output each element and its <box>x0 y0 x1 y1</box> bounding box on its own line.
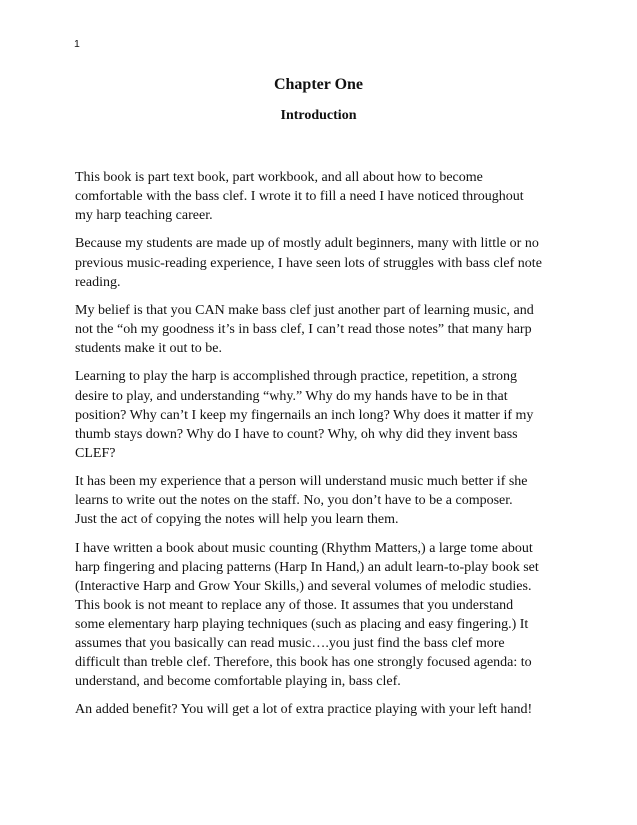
paragraph <box>75 700 560 719</box>
text-line: my harp teaching career. <box>75 208 213 224</box>
text-line: comfortable with the bass clef. I wrote it to fill a need I have noticed throughout <box>75 189 524 205</box>
paragraph <box>75 168 560 225</box>
paragraph <box>75 539 560 692</box>
text-line: I have written a book about music counting (Rhythm Matters,) a large tome about <box>75 540 533 556</box>
text-line: difficult than treble clef. Therefore, this book has one strongly focused agenda: to <box>75 655 532 671</box>
text-line: desire to play, and understanding “why.” Why do my hands have to be in that <box>75 388 508 404</box>
text-line: not the “oh my goodness it’s in bass clef, I can’t read those notes” that many harp <box>75 322 532 338</box>
body-text <box>75 168 560 729</box>
paragraph <box>75 234 560 291</box>
text-line: It has been my experience that a person will understand music much better if she <box>75 474 528 490</box>
text-line: This book is part text book, part workbook, and all about how to become <box>75 170 483 185</box>
text-line: Learning to play the harp is accomplished through practice, repetition, a strong <box>75 369 518 385</box>
text-line: (Interactive Harp and Grow Your Skills,) and several volumes of melodic studies. <box>75 578 532 594</box>
chapter-subtitle: Introduction <box>280 108 357 123</box>
paragraph <box>75 301 560 358</box>
text-line: This book is not meant to replace any of those. It assumes that you understand <box>75 597 514 613</box>
paragraph <box>75 472 560 529</box>
text-line: students make it out to be. <box>75 341 222 357</box>
text-line: thumb stays down? Why do I have to count? Why, oh why did they invent bass <box>75 426 518 442</box>
text-line: assumes that you basically can read music….you just find the bass clef more <box>75 636 505 651</box>
chapter-title: Chapter One <box>273 76 364 93</box>
page-number: 1 <box>74 38 80 50</box>
text-line: My belief is that you CAN make bass clef just another part of learning music, and <box>75 302 534 318</box>
text-line: harp fingering and placing patterns (Harp In Hand,) an adult learn-to-play book set <box>75 559 539 575</box>
paragraph <box>75 367 560 462</box>
text-line: CLEF? <box>75 445 116 461</box>
text-line: An added benefit? You will get a lot of extra practice playing with your left hand! <box>75 702 533 718</box>
text-line: learns to write out the notes on the staff. No, you don’t have to be a composer. <box>75 493 513 509</box>
text-line: Because my students are made up of mostly adult beginners, many with little or no <box>75 236 539 252</box>
text-line: position? Why can’t I keep my fingernails an inch long? Why does it matter if my <box>75 407 534 423</box>
text-line: previous music-reading experience, I have seen lots of struggles with bass clef note <box>75 255 542 271</box>
text-line: understand, and become comfortable playing in, bass clef. <box>75 674 401 690</box>
text-line: some elementary harp playing techniques (such as placing and easy fingering.) It <box>75 616 529 632</box>
text-line: reading. <box>75 274 121 290</box>
text-line: Just the act of copying the notes will help you learn them. <box>75 512 399 528</box>
